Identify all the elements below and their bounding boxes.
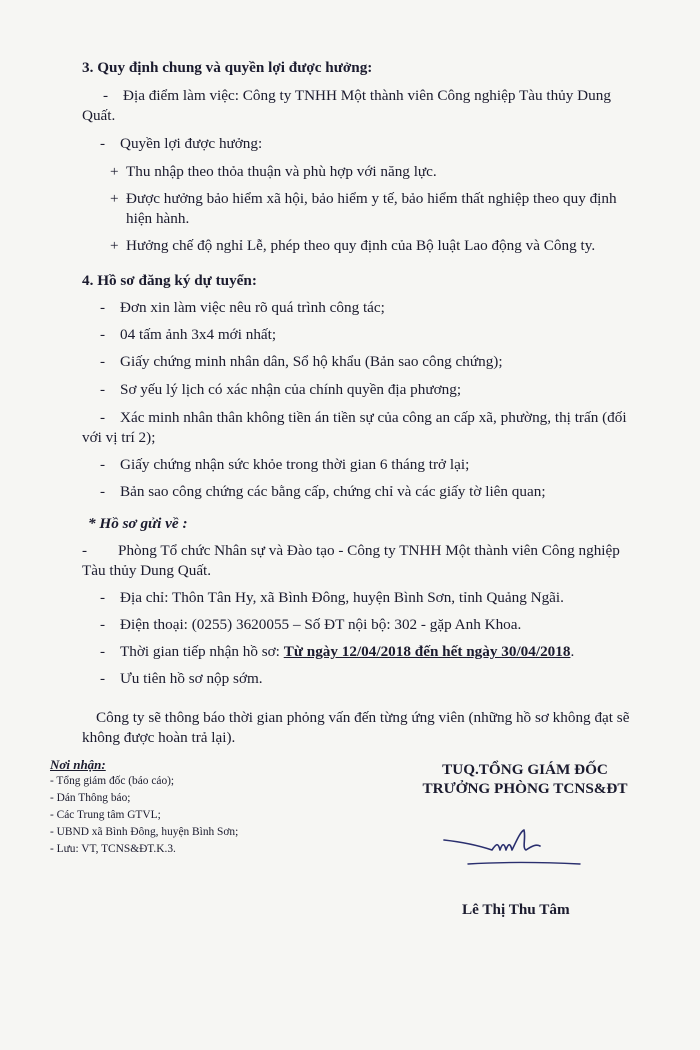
doc-item-2: - 04 tấm ảnh 3x4 mới nhất; (100, 326, 277, 343)
section3-heading: 3. Quy định chung và quyền lợi được hưởng: (82, 59, 373, 76)
benefit-item-3: + Hưởng chế độ nghỉ Lễ, phép theo quy định của Bộ luật Lao động và Công ty. (110, 237, 596, 254)
address-text: Địa chỉ: Thôn Tân Hy, xã Bình Đông, huyện Bình Sơn, tỉnh Quảng Ngãi. (120, 589, 564, 606)
doc-item-text: Sơ yếu lý lịch có xác nhận của chính quyền địa phương; (120, 381, 462, 398)
doc-item-text: Xác minh nhân thân không tiền án tiền sự của công an cấp xã, phường, thị trấn (đối (120, 409, 627, 426)
workplace-line: - Địa điểm làm việc: Công ty TNHH Một thành viên Công nghiệp Tàu thủy Dung (103, 87, 611, 104)
submission-dept-line: - Phòng Tổ chức Nhân sự và Đào tạo - Công ty TNHH Một thành viên Công nghiệp (82, 542, 620, 559)
recipient-item: - Dán Thông báo; (50, 792, 131, 804)
doc-item-text: Giấy chứng nhận sức khỏe trong thời gian 6 tháng trở lại; (120, 456, 470, 473)
period-value: Từ ngày 12/04/2018 đến hết ngày 30/04/2018 (283, 643, 571, 660)
doc-item-7: - Bản sao công chứng các bằng cấp, chứng chỉ và các giấy tờ liên quan; (100, 483, 546, 500)
doc-item-text: 04 tấm ảnh 3x4 mới nhất; (120, 326, 277, 343)
benefits-label: Quyền lợi được hưởng: (120, 135, 263, 152)
period-end: . (570, 643, 575, 660)
recipient-item: - Tổng giám đốc (báo cáo); (50, 775, 175, 787)
doc-item-5-cont: với vị trí 2); (82, 429, 156, 446)
submission-heading: * Hồ sơ gửi về : (88, 515, 188, 532)
recipient-item: - Lưu: VT, TCNS&ĐT.K.3. (50, 843, 176, 855)
submission-phone: - Điện thoại: (0255) 3620055 – Số ĐT nội bộ: 302 - gặp Anh Khoa. (100, 616, 522, 633)
benefit-text: Thu nhập theo thỏa thuận và phù hợp với năng lực. (126, 163, 437, 180)
benefit-item-2-cont: hiện hành. (126, 210, 190, 227)
doc-item-3: - Giấy chứng minh nhân dân, Sổ hộ khẩu (Bản sao công chứng); (100, 353, 503, 370)
recipient-item: - UBND xã Bình Đông, huyện Bình Sơn; (50, 826, 239, 838)
doc-item-text: Giấy chứng minh nhân dân, Sổ hộ khẩu (Bản sao công chứng); (120, 353, 503, 370)
doc-item-text: Bản sao công chứng các bằng cấp, chứng chỉ và các giấy tờ liên quan; (120, 483, 546, 500)
benefit-item-1: + Thu nhập theo thỏa thuận và phù hợp với năng lực. (110, 163, 437, 180)
workplace-text: Địa điểm làm việc: Công ty TNHH Một thành viên Công nghiệp Tàu thủy Dung (123, 87, 611, 104)
signer-name: Lê Thị Thu Tâm (462, 901, 570, 918)
priority-text: Ưu tiên hồ sơ nộp sớm. (120, 670, 263, 687)
closing-line-1: Công ty sẽ thông báo thời gian phỏng vấn đến từng ứng viên (những hồ sơ không đạt sẽ (96, 709, 630, 726)
doc-item-6: - Giấy chứng nhận sức khỏe trong thời gian 6 tháng trở lại; (100, 456, 470, 473)
handwritten-signature (440, 820, 590, 872)
recipients-heading: Nơi nhận: (50, 757, 106, 772)
submission-priority: - Ưu tiên hồ sơ nộp sớm. (100, 670, 263, 687)
submission-period: - Thời gian tiếp nhận hồ sơ: Từ ngày 12/04/2018 đến hết ngày 30/04/2018. (100, 643, 575, 660)
closing-line-2: không được hoàn trả lại). (82, 729, 236, 746)
doc-item-4: - Sơ yếu lý lịch có xác nhận của chính quyền địa phương; (100, 381, 462, 398)
signature-title-1: TUQ.TỔNG GIÁM ĐỐC (442, 761, 608, 778)
doc-item-1: - Đơn xin làm việc nêu rõ quá trình công tác; (100, 299, 385, 316)
submission-dept-text: Phòng Tổ chức Nhân sự và Đào tạo - Công ty TNHH Một thành viên Công nghiệp (118, 542, 620, 559)
section4-heading: 4. Hồ sơ đăng ký dự tuyển: (82, 272, 257, 289)
signature-title-2: TRƯỞNG PHÒNG TCNS&ĐT (422, 780, 628, 797)
benefits-label-line: - Quyền lợi được hưởng: (100, 135, 263, 152)
benefit-item-2: + Được hưởng bảo hiểm xã hội, bảo hiểm y tế, bảo hiểm thất nghiệp theo quy định (110, 190, 617, 207)
phone-text: Điện thoại: (0255) 3620055 – Số ĐT nội bộ: 302 - gặp Anh Khoa. (120, 616, 522, 633)
doc-item-5: - Xác minh nhân thân không tiền án tiền sự của công an cấp xã, phường, thị trấn (đối (100, 409, 627, 426)
doc-item-text: Đơn xin làm việc nêu rõ quá trình công tác; (120, 299, 385, 316)
submission-dept-cont: Tàu thủy Dung Quất. (82, 562, 212, 579)
submission-address: - Địa chỉ: Thôn Tân Hy, xã Bình Đông, huyện Bình Sơn, tỉnh Quảng Ngãi. (100, 589, 564, 606)
recipient-item: - Các Trung tâm GTVL; (50, 809, 161, 821)
period-label: Thời gian tiếp nhận hồ sơ: (120, 643, 284, 660)
workplace-line-cont: Quất. (82, 107, 116, 124)
benefit-text: Hưởng chế độ nghỉ Lễ, phép theo quy định của Bộ luật Lao động và Công ty. (126, 237, 596, 254)
benefit-text: Được hưởng bảo hiểm xã hội, bảo hiểm y tế, bảo hiểm thất nghiệp theo quy định (126, 190, 617, 207)
